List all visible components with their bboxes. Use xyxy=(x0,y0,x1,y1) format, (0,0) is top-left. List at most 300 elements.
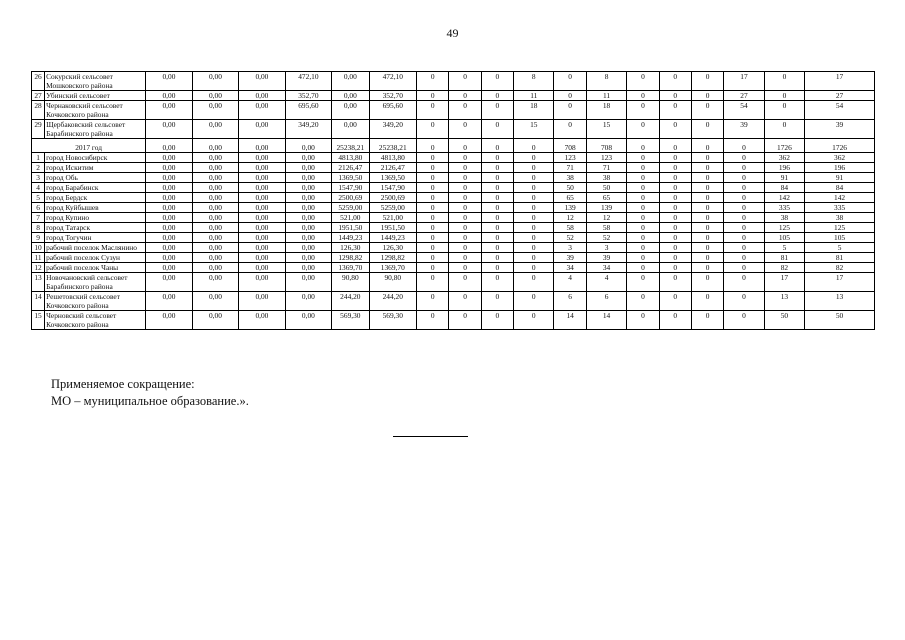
table-cell: 0,00 xyxy=(285,243,331,253)
table-cell: 1547,90 xyxy=(332,183,369,193)
table-cell: 0,00 xyxy=(239,183,285,193)
table-cell: 0 xyxy=(417,101,449,120)
table-cell: 0 xyxy=(449,213,481,223)
table-cell: 1951,50 xyxy=(369,223,417,233)
table-cell: 0 xyxy=(449,292,481,311)
table-cell: 472,10 xyxy=(369,72,417,91)
table-cell: 4813,80 xyxy=(332,153,369,163)
table-cell: 0 xyxy=(691,223,723,233)
table-cell: 126,30 xyxy=(332,243,369,253)
row-name: город Бердск xyxy=(45,193,146,203)
table-row xyxy=(32,253,875,263)
table-cell: 39 xyxy=(724,120,764,139)
table-cell: 349,20 xyxy=(285,120,331,139)
table-cell: 142 xyxy=(805,193,875,203)
table-cell: 0 xyxy=(627,213,659,223)
table-cell: 0 xyxy=(417,273,449,292)
table-row xyxy=(32,263,875,273)
table-cell: 0 xyxy=(724,292,764,311)
table-cell: 39 xyxy=(586,253,626,263)
table-cell: 0 xyxy=(724,311,764,330)
table-row xyxy=(32,243,875,253)
table-cell: 0 xyxy=(659,91,691,101)
table-row xyxy=(32,183,875,193)
table-cell: 0 xyxy=(627,120,659,139)
row-name: Новочановский сельсовет Барабинского района xyxy=(45,273,146,292)
table-cell: 0 xyxy=(691,183,723,193)
table-cell: 0 xyxy=(627,173,659,183)
row-number: 11 xyxy=(32,253,45,263)
table-cell: 0,00 xyxy=(192,311,238,330)
table-row xyxy=(32,233,875,243)
table-cell: 0 xyxy=(627,292,659,311)
table-cell: 27 xyxy=(724,91,764,101)
table-cell: 0 xyxy=(627,223,659,233)
table-cell: 12 xyxy=(586,213,626,223)
table-cell: 0 xyxy=(481,292,513,311)
table-cell: 0 xyxy=(764,91,804,101)
table-row xyxy=(32,91,875,101)
table-cell: 0 xyxy=(514,223,554,233)
table-cell: 1726 xyxy=(764,139,804,153)
table-cell: 0,00 xyxy=(285,213,331,223)
table-cell: 2500,69 xyxy=(332,193,369,203)
table-cell: 0,00 xyxy=(239,273,285,292)
table-cell: 0 xyxy=(449,203,481,213)
table-cell: 0 xyxy=(627,101,659,120)
table-cell: 6 xyxy=(586,292,626,311)
table-cell: 0 xyxy=(417,173,449,183)
table-cell: 0 xyxy=(691,139,723,153)
table-cell: 0 xyxy=(691,213,723,223)
table-cell: 0,00 xyxy=(239,193,285,203)
table-cell: 0 xyxy=(481,223,513,233)
table-cell: 244,20 xyxy=(332,292,369,311)
table-cell: 0 xyxy=(659,311,691,330)
table-cell: 0 xyxy=(514,193,554,203)
table-cell: 0,00 xyxy=(285,292,331,311)
table-cell: 0,00 xyxy=(285,223,331,233)
table-cell: 0 xyxy=(417,91,449,101)
table-cell: 52 xyxy=(586,233,626,243)
table-cell: 123 xyxy=(586,153,626,163)
table-cell: 139 xyxy=(554,203,586,213)
table-cell: 0,00 xyxy=(285,183,331,193)
table-cell: 0 xyxy=(417,203,449,213)
table-cell: 0,00 xyxy=(285,263,331,273)
table-cell: 5 xyxy=(764,243,804,253)
row-name: город Купино xyxy=(45,213,146,223)
table-cell: 0 xyxy=(481,311,513,330)
table-cell: 0 xyxy=(691,263,723,273)
table-row xyxy=(32,273,875,292)
table-cell: 362 xyxy=(764,153,804,163)
closing-rule xyxy=(393,436,468,437)
row-name: рабочий поселок Маслянино xyxy=(45,243,146,253)
table-cell: 0,00 xyxy=(146,101,192,120)
table-cell: 0 xyxy=(449,311,481,330)
table-cell: 0,00 xyxy=(239,101,285,120)
table-cell: 0 xyxy=(554,101,586,120)
table-cell: 0,00 xyxy=(239,292,285,311)
table-cell: 25238,21 xyxy=(332,139,369,153)
table-cell: 352,70 xyxy=(285,91,331,101)
table-cell: 0 xyxy=(417,233,449,243)
table-cell: 0 xyxy=(514,311,554,330)
table-cell: 0 xyxy=(417,183,449,193)
table-cell: 0 xyxy=(659,72,691,91)
row-name: город Тогучин xyxy=(45,233,146,243)
row-name: город Обь xyxy=(45,173,146,183)
table-cell: 708 xyxy=(554,139,586,153)
table-cell: 0 xyxy=(691,193,723,203)
table-cell: 2126,47 xyxy=(332,163,369,173)
row-number: 12 xyxy=(32,263,45,273)
table-cell: 38 xyxy=(586,173,626,183)
table-cell: 142 xyxy=(764,193,804,203)
row-number: 5 xyxy=(32,193,45,203)
table-cell: 0 xyxy=(659,243,691,253)
table-cell: 0,00 xyxy=(285,173,331,183)
table-cell: 39 xyxy=(805,120,875,139)
table-cell: 50 xyxy=(805,311,875,330)
table-cell: 0,00 xyxy=(192,139,238,153)
table-cell: 0 xyxy=(659,139,691,153)
table-cell: 0 xyxy=(481,91,513,101)
table-cell: 0 xyxy=(514,203,554,213)
table-cell: 0,00 xyxy=(239,153,285,163)
table-cell: 0,00 xyxy=(146,311,192,330)
table-cell: 90,80 xyxy=(369,273,417,292)
table-cell: 0,00 xyxy=(285,153,331,163)
table-cell: 0 xyxy=(481,193,513,203)
table-cell: 17 xyxy=(805,273,875,292)
table-cell: 1369,50 xyxy=(332,173,369,183)
table-cell: 0 xyxy=(691,101,723,120)
table-cell: 0 xyxy=(691,173,723,183)
table-cell: 0,00 xyxy=(146,91,192,101)
row-name: Чернаковский сельсовет Кочковского района xyxy=(45,101,146,120)
table-cell: 0 xyxy=(659,213,691,223)
table-cell: 0 xyxy=(514,233,554,243)
table-cell: 0,00 xyxy=(192,173,238,183)
table-cell: 0 xyxy=(764,101,804,120)
table-cell: 17 xyxy=(805,72,875,91)
table-cell: 139 xyxy=(586,203,626,213)
table-cell: 0,00 xyxy=(146,173,192,183)
table-cell: 15 xyxy=(514,120,554,139)
table-row xyxy=(32,153,875,163)
table-cell: 50 xyxy=(764,311,804,330)
table-cell: 1369,50 xyxy=(369,173,417,183)
table-cell: 0 xyxy=(514,163,554,173)
table-cell: 0 xyxy=(417,243,449,253)
table-cell: 0 xyxy=(481,163,513,173)
table-cell: 0 xyxy=(724,213,764,223)
table-row xyxy=(32,223,875,233)
table-cell: 569,30 xyxy=(369,311,417,330)
table-cell: 3 xyxy=(554,243,586,253)
table-cell: 708 xyxy=(586,139,626,153)
table-cell: 0,00 xyxy=(239,233,285,243)
table-cell: 38 xyxy=(554,173,586,183)
table-cell: 0 xyxy=(514,153,554,163)
abbreviation-definition: МО – муниципальное образование.». xyxy=(51,394,249,408)
table-cell: 0,00 xyxy=(146,153,192,163)
table-cell: 0 xyxy=(449,91,481,101)
table-cell: 15 xyxy=(586,120,626,139)
table-cell: 0,00 xyxy=(239,139,285,153)
table-cell: 362 xyxy=(805,153,875,163)
table-cell: 50 xyxy=(554,183,586,193)
table-cell: 569,30 xyxy=(332,311,369,330)
table-cell: 11 xyxy=(514,91,554,101)
table-cell: 196 xyxy=(805,163,875,173)
table-cell: 0 xyxy=(449,183,481,193)
table-cell: 0 xyxy=(627,163,659,173)
table-cell: 0 xyxy=(481,203,513,213)
table-cell: 0,00 xyxy=(192,213,238,223)
table-cell: 196 xyxy=(764,163,804,173)
table-cell: 0 xyxy=(691,153,723,163)
table-cell: 0,00 xyxy=(239,311,285,330)
table-cell: 65 xyxy=(586,193,626,203)
table-cell: 0 xyxy=(627,311,659,330)
table-cell: 1298,82 xyxy=(332,253,369,263)
table-cell: 0,00 xyxy=(332,91,369,101)
table-cell: 0,00 xyxy=(146,253,192,263)
table-cell: 352,70 xyxy=(369,91,417,101)
table-body xyxy=(32,72,875,330)
table-cell: 0 xyxy=(659,153,691,163)
table-cell: 0 xyxy=(724,223,764,233)
table-cell: 0,00 xyxy=(239,243,285,253)
table-cell: 0 xyxy=(417,163,449,173)
table-cell: 0,00 xyxy=(285,139,331,153)
table-cell: 0 xyxy=(691,233,723,243)
table-cell: 695,60 xyxy=(285,101,331,120)
table-cell: 0 xyxy=(554,72,586,91)
table-cell: 0,00 xyxy=(239,173,285,183)
table-cell: 0,00 xyxy=(146,223,192,233)
table-cell: 0,00 xyxy=(332,120,369,139)
table-cell: 54 xyxy=(724,101,764,120)
table-cell: 27 xyxy=(805,91,875,101)
table-cell: 0 xyxy=(514,263,554,273)
table-cell: 0 xyxy=(691,253,723,263)
table-cell: 65 xyxy=(554,193,586,203)
table-cell: 0,00 xyxy=(285,163,331,173)
table-cell: 0 xyxy=(449,120,481,139)
table-cell: 0,00 xyxy=(239,91,285,101)
table-cell: 0 xyxy=(659,233,691,243)
table-cell: 0 xyxy=(691,292,723,311)
table-row xyxy=(32,163,875,173)
table-cell: 0,00 xyxy=(192,203,238,213)
table-cell: 0 xyxy=(417,193,449,203)
table-cell: 0 xyxy=(481,153,513,163)
table-cell: 0 xyxy=(659,173,691,183)
row-number: 4 xyxy=(32,183,45,193)
table-cell: 0,00 xyxy=(146,233,192,243)
table-cell: 0 xyxy=(764,120,804,139)
table-cell: 2126,47 xyxy=(369,163,417,173)
table-cell: 0 xyxy=(417,253,449,263)
table-row xyxy=(32,120,875,139)
table-row xyxy=(32,193,875,203)
table-cell: 0 xyxy=(514,273,554,292)
table-cell: 0 xyxy=(724,203,764,213)
table-cell: 71 xyxy=(586,163,626,173)
table-cell: 0 xyxy=(481,139,513,153)
table-cell: 0 xyxy=(691,243,723,253)
table-cell: 349,20 xyxy=(369,120,417,139)
table-cell: 0 xyxy=(724,233,764,243)
table-cell: 17 xyxy=(764,273,804,292)
table-cell: 91 xyxy=(805,173,875,183)
table-cell: 0,00 xyxy=(192,101,238,120)
table-cell: 0 xyxy=(449,243,481,253)
table-cell: 0 xyxy=(481,72,513,91)
table-cell: 0,00 xyxy=(239,163,285,173)
row-name: Решетовский сельсовет Кочковского района xyxy=(45,292,146,311)
table-cell: 14 xyxy=(586,311,626,330)
table-cell: 0 xyxy=(691,91,723,101)
table-cell: 0 xyxy=(514,173,554,183)
table-cell: 105 xyxy=(805,233,875,243)
row-name: город Татарск xyxy=(45,223,146,233)
table-cell: 81 xyxy=(805,253,875,263)
table-cell: 0,00 xyxy=(285,233,331,243)
table-cell: 0 xyxy=(481,273,513,292)
table-cell: 52 xyxy=(554,233,586,243)
table-cell: 1298,82 xyxy=(369,253,417,263)
table-cell: 81 xyxy=(764,253,804,263)
table-cell: 0 xyxy=(627,233,659,243)
row-number: 15 xyxy=(32,311,45,330)
table-cell: 0 xyxy=(627,72,659,91)
table-cell: 25238,21 xyxy=(369,139,417,153)
table-cell: 58 xyxy=(586,223,626,233)
table-cell: 0 xyxy=(659,193,691,203)
row-name: город Барабинск xyxy=(45,183,146,193)
row-number: 3 xyxy=(32,173,45,183)
row-number: 9 xyxy=(32,233,45,243)
table-cell: 0 xyxy=(417,139,449,153)
table-cell: 84 xyxy=(805,183,875,193)
table-cell: 0,00 xyxy=(146,183,192,193)
table-cell: 5259,00 xyxy=(332,203,369,213)
table-cell: 0 xyxy=(627,183,659,193)
table-cell: 0 xyxy=(659,163,691,173)
table-cell: 34 xyxy=(554,263,586,273)
table-cell: 0,00 xyxy=(146,203,192,213)
row-number: 27 xyxy=(32,91,45,101)
table-cell: 0,00 xyxy=(239,263,285,273)
table-cell: 0 xyxy=(659,273,691,292)
table-cell: 0 xyxy=(724,273,764,292)
table-cell: 0 xyxy=(449,273,481,292)
table-cell: 0,00 xyxy=(239,203,285,213)
table-cell: 0 xyxy=(724,253,764,263)
table-cell: 0 xyxy=(417,311,449,330)
table-cell: 0,00 xyxy=(192,263,238,273)
table-cell: 0 xyxy=(449,233,481,243)
table-cell: 0,00 xyxy=(239,72,285,91)
table-cell: 8 xyxy=(586,72,626,91)
table-cell: 0 xyxy=(724,183,764,193)
table-cell: 3 xyxy=(586,243,626,253)
table-cell: 0 xyxy=(627,139,659,153)
table-cell: 0 xyxy=(449,163,481,173)
table-cell: 0 xyxy=(554,120,586,139)
table-cell: 1726 xyxy=(805,139,875,153)
table-cell: 82 xyxy=(805,263,875,273)
table-cell: 0 xyxy=(481,101,513,120)
table-cell: 0,00 xyxy=(192,253,238,263)
table-row xyxy=(32,173,875,183)
page-number: 49 xyxy=(446,26,459,40)
table-cell: 0 xyxy=(764,72,804,91)
table-cell: 34 xyxy=(586,263,626,273)
table-cell: 0,00 xyxy=(192,72,238,91)
table-cell: 39 xyxy=(554,253,586,263)
table-cell: 12 xyxy=(554,213,586,223)
table-cell: 0 xyxy=(417,153,449,163)
row-number: 8 xyxy=(32,223,45,233)
table-cell: 1369,70 xyxy=(332,263,369,273)
table-cell: 0 xyxy=(514,253,554,263)
table-cell: 0 xyxy=(449,193,481,203)
table-total-row xyxy=(32,139,875,153)
data-table xyxy=(31,71,875,330)
table-cell: 8 xyxy=(514,72,554,91)
table-cell: 0,00 xyxy=(239,253,285,263)
table-cell: 0,00 xyxy=(192,120,238,139)
table-cell: 0 xyxy=(481,213,513,223)
table-cell: 695,60 xyxy=(369,101,417,120)
table-cell: 0 xyxy=(659,101,691,120)
table-cell: 0,00 xyxy=(192,91,238,101)
table-cell: 0 xyxy=(627,153,659,163)
table-cell: 472,10 xyxy=(285,72,331,91)
table-cell: 0 xyxy=(724,263,764,273)
table-cell: 0 xyxy=(449,101,481,120)
table-cell: 38 xyxy=(805,213,875,223)
table-cell: 4 xyxy=(554,273,586,292)
table-cell: 0 xyxy=(691,120,723,139)
table-row xyxy=(32,311,875,330)
table-cell: 0 xyxy=(724,173,764,183)
row-number: 26 xyxy=(32,72,45,91)
table-cell: 0 xyxy=(627,243,659,253)
table-cell: 0 xyxy=(481,243,513,253)
row-name: Щербаковский сельсовет Барабинского района xyxy=(45,120,146,139)
table-cell: 54 xyxy=(805,101,875,120)
table-cell: 0 xyxy=(724,193,764,203)
row-name: город Новосибирск xyxy=(45,153,146,163)
row-number: 10 xyxy=(32,243,45,253)
table-cell: 0,00 xyxy=(239,213,285,223)
row-number: 14 xyxy=(32,292,45,311)
table-cell: 0 xyxy=(449,173,481,183)
table-cell: 123 xyxy=(554,153,586,163)
table-cell: 521,00 xyxy=(369,213,417,223)
table-row xyxy=(32,213,875,223)
table-cell: 84 xyxy=(764,183,804,193)
table-cell: 335 xyxy=(764,203,804,213)
table-cell: 1547,90 xyxy=(369,183,417,193)
